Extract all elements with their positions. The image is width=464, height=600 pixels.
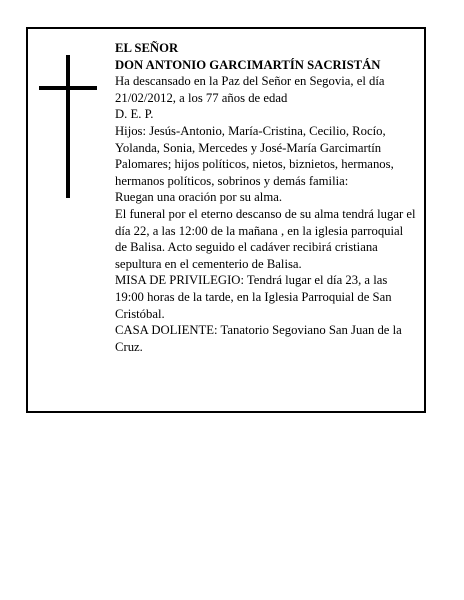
- privilege-mass: MISA DE PRIVILEGIO: Tendrá lugar el día 23, a las 19:00 horas de la tarde, en la Iglesia Parroquial de San Cristóbal.: [115, 273, 392, 321]
- heading-title: EL SEÑOR: [115, 41, 179, 55]
- death-announcement: Ha descansado en la Paz del Señor en Segovia, el día 21/02/2012, a los 77 años de edad: [115, 74, 385, 105]
- mourning-house: CASA DOLIENTE: Tanatorio Segoviano San Juan de la Cruz.: [115, 323, 402, 354]
- deceased-name: DON ANTONIO GARCIMARTÍN SACRISTÁN: [115, 57, 381, 72]
- obituary-notice: [26, 27, 426, 413]
- funeral-details: El funeral por el eterno descanso de su alma tendrá lugar el día 22, a las 12:00 de la mañana , en la iglesia parroquial de Balisa. Acto seguido el cadáver recibirá cristiana sepultura en el cementerio de Balisa.: [115, 206, 416, 271]
- rip-text: D. E. P.: [115, 107, 154, 122]
- cross-horizontal-bar: [39, 86, 97, 90]
- prayer-request: Ruegan una oración por su alma.: [115, 190, 283, 205]
- cross-vertical-bar: [66, 55, 70, 198]
- family-list: Hijos: Jesús-Antonio, María-Cristina, Cecilio, Rocío, Yolanda, Sonia, Mercedes y José-María Garcimartín Palomares; hijos políticos, nietos, biznietos, hermanos, hermanos políticos, sobrinos y demás familia:: [115, 123, 394, 188]
- obituary-text: [115, 40, 417, 355]
